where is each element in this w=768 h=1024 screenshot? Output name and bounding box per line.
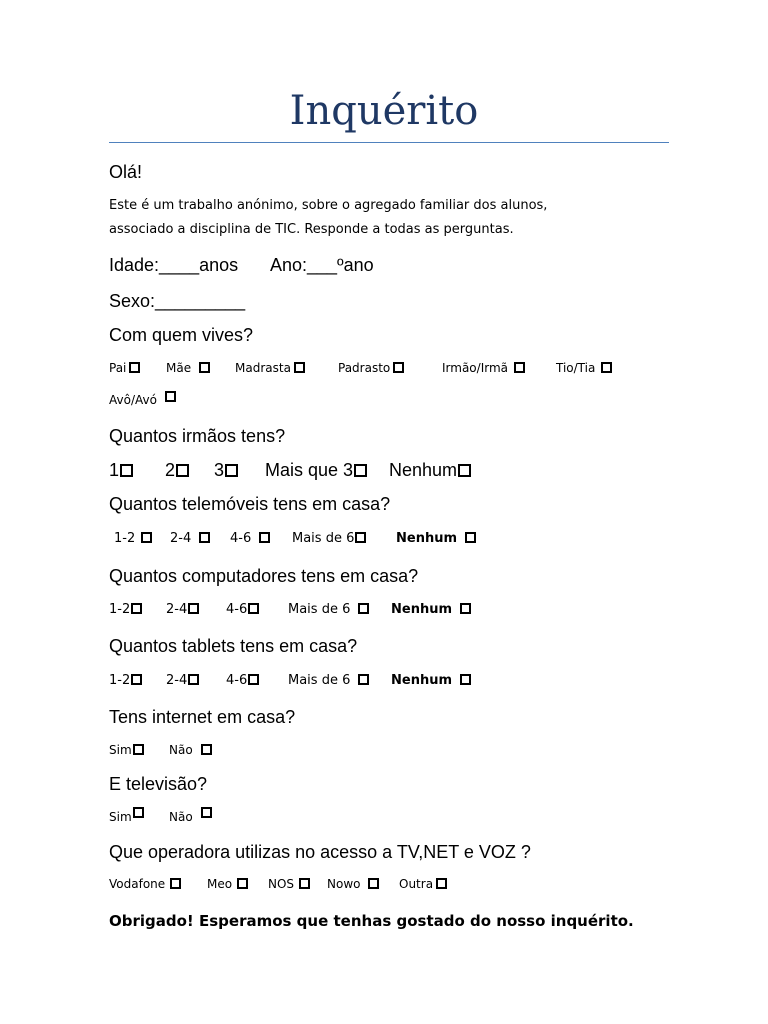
option-label: 2-4 <box>170 531 192 546</box>
option-televisao-sim[interactable] <box>109 810 144 824</box>
option-telemoveis-mais-de-6[interactable] <box>292 531 366 546</box>
ano-field[interactable]: Ano:___ºano <box>270 255 374 275</box>
option-label: Mais de 6 <box>288 673 351 688</box>
checkbox[interactable] <box>465 532 476 543</box>
checkbox[interactable] <box>358 674 369 685</box>
option-label: Mais de 6 <box>288 602 351 617</box>
checkbox[interactable] <box>294 362 305 373</box>
option-telemoveis-4-6[interactable] <box>230 531 270 546</box>
option-televisao-nao[interactable] <box>169 810 212 824</box>
checkbox[interactable] <box>176 464 189 477</box>
option-irmaos-2[interactable] <box>165 460 189 481</box>
option-internet-nao[interactable] <box>169 743 212 757</box>
option-label: Nenhum <box>391 602 453 617</box>
option-label: 4-6 <box>230 531 252 546</box>
intro-line-1: Este é um trabalho anónimo, sobre o agregado familiar dos alunos, <box>109 198 548 213</box>
checkbox[interactable] <box>248 674 259 685</box>
option-label: Tio/Tia <box>556 361 596 375</box>
option-label: Pai <box>109 361 127 375</box>
option-computadores-mais-de-6[interactable] <box>288 602 369 617</box>
option-label: 3 <box>214 460 225 480</box>
option-label: Irmão/Irmã <box>442 361 508 375</box>
option-irmaos-mais-que-3[interactable] <box>265 460 367 481</box>
option-label: Meo <box>207 877 233 891</box>
checkbox[interactable] <box>131 674 142 685</box>
option-label: 1-2 <box>109 673 131 688</box>
option-label: 1 <box>109 460 120 480</box>
option-pai[interactable] <box>109 361 140 375</box>
option-label: Mais que 3 <box>265 460 354 480</box>
option-internet-sim[interactable] <box>109 743 144 757</box>
checkbox[interactable] <box>299 878 310 889</box>
option-meo[interactable] <box>207 877 248 891</box>
option-nowo[interactable] <box>327 877 379 891</box>
checkbox[interactable] <box>259 532 270 543</box>
checkbox[interactable] <box>460 603 471 614</box>
checkbox[interactable] <box>355 532 366 543</box>
option-label: Nowo <box>327 877 361 891</box>
option-label: Sim <box>109 810 132 824</box>
option-nos[interactable] <box>268 877 310 891</box>
checkbox[interactable] <box>436 878 447 889</box>
option-label: Nenhum <box>391 673 453 688</box>
question-vives: Com quem vives? <box>109 325 254 345</box>
option-madrasta[interactable] <box>235 361 305 375</box>
question-operadora: Que operadora utilizas no acesso a TV,NET e VOZ ? <box>109 842 531 862</box>
greeting: Olá! <box>109 162 143 182</box>
checkbox[interactable] <box>188 674 199 685</box>
checkbox[interactable] <box>201 744 212 755</box>
option-telemoveis-nenhum[interactable] <box>396 531 476 546</box>
checkbox[interactable] <box>514 362 525 373</box>
checkbox[interactable] <box>199 532 210 543</box>
document-title: Inquérito <box>289 88 479 134</box>
option-label: 1-2 <box>109 602 131 617</box>
option-label: Não <box>169 810 193 824</box>
checkbox[interactable] <box>131 603 142 614</box>
option-padrasto[interactable] <box>338 361 404 375</box>
checkbox[interactable] <box>354 464 367 477</box>
option-computadores-2-4[interactable] <box>166 602 199 617</box>
intro-line-2: associado a disciplina de TIC. Responde a todas as perguntas. <box>109 222 514 237</box>
question-telemoveis: Quantos telemóveis tens em casa? <box>109 494 391 514</box>
question-tablets: Quantos tablets tens em casa? <box>109 636 358 656</box>
checkbox[interactable] <box>201 807 212 818</box>
option-telemoveis-1-2[interactable] <box>114 531 152 546</box>
checkbox[interactable] <box>133 807 144 818</box>
checkbox[interactable] <box>601 362 612 373</box>
checkbox[interactable] <box>393 362 404 373</box>
option-tablets-1-2[interactable] <box>109 673 142 688</box>
option-label: 4-6 <box>226 673 248 688</box>
question-irmaos: Quantos irmãos tens? <box>109 426 286 446</box>
checkbox[interactable] <box>199 362 210 373</box>
option-tio-tia[interactable] <box>556 361 612 375</box>
option-label: NOS <box>268 877 295 891</box>
checkbox[interactable] <box>133 744 144 755</box>
option-label: Madrasta <box>235 361 291 375</box>
option-tablets-2-4[interactable] <box>166 673 199 688</box>
option-computadores-1-2[interactable] <box>109 602 142 617</box>
option-irmaos-3[interactable] <box>214 460 238 481</box>
sexo-field[interactable]: Sexo:_________ <box>109 291 246 311</box>
option-label: Padrasto <box>338 361 391 375</box>
checkbox[interactable] <box>225 464 238 477</box>
option-label: 4-6 <box>226 602 248 617</box>
option-label: Nenhum <box>389 460 458 480</box>
question-internet: Tens internet em casa? <box>109 707 296 727</box>
checkbox[interactable] <box>170 878 181 889</box>
option-label: Vodafone <box>109 877 166 891</box>
question-computadores: Quantos computadores tens em casa? <box>109 566 419 586</box>
option-irmaos-nenhum[interactable] <box>389 460 471 481</box>
checkbox[interactable] <box>248 603 259 614</box>
checkbox[interactable] <box>141 532 152 543</box>
option-label: 2 <box>165 460 176 480</box>
option-label: 2-4 <box>166 602 188 617</box>
question-televisao: E televisão? <box>109 774 208 794</box>
option-avo[interactable] <box>109 393 176 407</box>
option-label: Outra <box>399 877 434 891</box>
option-telemoveis-2-4[interactable] <box>170 531 210 546</box>
option-irmaos-1[interactable] <box>109 460 133 481</box>
option-label: 1-2 <box>114 531 136 546</box>
option-outra[interactable] <box>399 877 447 891</box>
checkbox[interactable] <box>368 878 379 889</box>
checkbox[interactable] <box>120 464 133 477</box>
option-tablets-4-6[interactable] <box>226 673 259 688</box>
title-divider <box>109 142 669 143</box>
idade-field[interactable]: Idade:____anos <box>109 255 239 275</box>
option-label: 2-4 <box>166 673 188 688</box>
option-mae[interactable] <box>166 361 210 375</box>
option-label: Não <box>169 743 193 757</box>
checkbox[interactable] <box>358 603 369 614</box>
checkbox[interactable] <box>129 362 140 373</box>
option-computadores-nenhum[interactable] <box>391 602 471 617</box>
option-label: Nenhum <box>396 531 458 546</box>
option-vodafone[interactable] <box>109 877 181 891</box>
option-tablets-nenhum[interactable] <box>391 673 471 688</box>
checkbox[interactable] <box>460 674 471 685</box>
option-label: Avô/Avó <box>109 393 157 407</box>
option-tablets-mais-de-6[interactable] <box>288 673 369 688</box>
checkbox[interactable] <box>165 391 176 402</box>
option-label: Mãe <box>166 361 192 375</box>
option-label: Sim <box>109 743 132 757</box>
option-irmao-irma[interactable] <box>442 361 525 375</box>
option-computadores-4-6[interactable] <box>226 602 259 617</box>
checkbox[interactable] <box>458 464 471 477</box>
checkbox[interactable] <box>237 878 248 889</box>
thanks-message: Obrigado! Esperamos que tenhas gostado do nosso inquérito. <box>109 912 634 930</box>
checkbox[interactable] <box>188 603 199 614</box>
option-label: Mais de 6 <box>292 531 355 546</box>
